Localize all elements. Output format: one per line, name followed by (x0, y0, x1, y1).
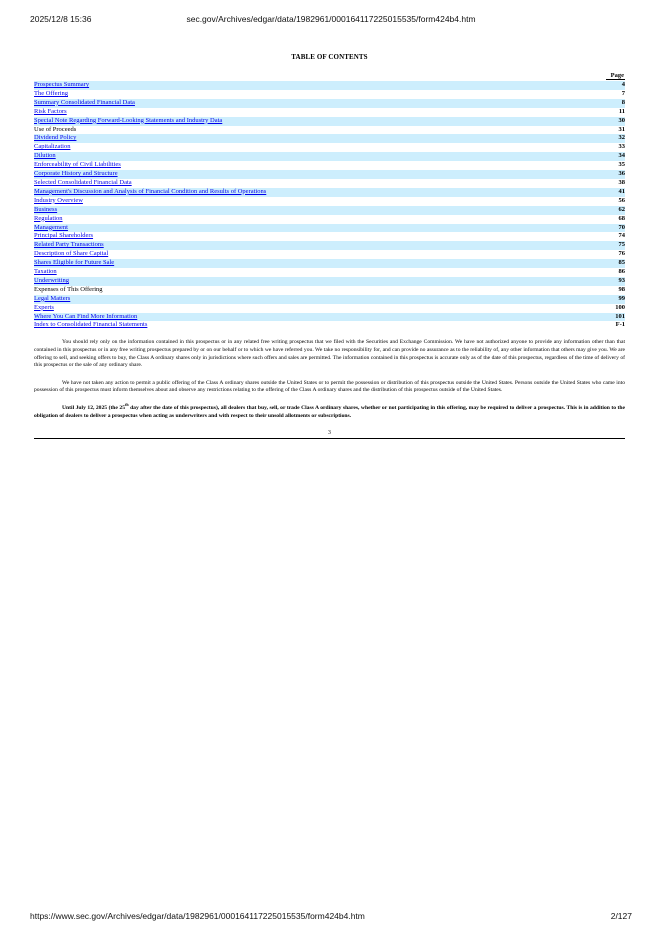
toc-link[interactable]: Corporate History and Structure (34, 170, 118, 178)
toc-row (34, 232, 625, 241)
toc-row (34, 90, 625, 99)
toc-link[interactable]: Special Note Regarding Forward-Looking Statements and Industry Data (34, 116, 223, 124)
toc-page-number: 36 (585, 170, 625, 179)
toc-row (34, 126, 625, 135)
toc-header-row (34, 72, 625, 81)
toc-row (34, 321, 625, 330)
toc-link[interactable]: Dividend Policy (34, 134, 77, 142)
toc-row (34, 108, 625, 117)
toc-link[interactable]: Business (34, 205, 58, 213)
toc-link[interactable]: Experts (34, 303, 54, 311)
toc-row (34, 161, 625, 170)
toc-page-number: 62 (585, 206, 625, 215)
toc-row (34, 313, 625, 322)
toc-row (34, 304, 625, 313)
toc-page-number: 76 (618, 250, 625, 258)
toc-link[interactable]: Management's Discussion and Analysis of Financial Condition and Results of Operations (34, 187, 267, 195)
toc-row (34, 250, 625, 259)
footer-page-indicator: 2/127 (610, 911, 632, 921)
toc-label: Use of Proceeds (34, 125, 77, 133)
toc-row (34, 99, 625, 108)
toc-row (34, 286, 625, 295)
toc-row (34, 224, 625, 233)
toc-title: TABLE OF CONTENTS (291, 53, 368, 61)
toc-link[interactable]: Taxation (34, 268, 57, 276)
toc-label: Expenses of This Offering (34, 285, 103, 293)
toc-page-number: 56 (618, 196, 625, 204)
toc-page-number: 99 (585, 295, 625, 304)
toc-link[interactable]: Where You Can Find More Information (34, 312, 138, 320)
toc-page-number: 33 (618, 143, 625, 151)
paragraph-reliance (34, 339, 625, 369)
toc-link[interactable]: Prospectus Summary (34, 81, 90, 88)
toc-row (34, 197, 625, 206)
toc-page-number: 11 (618, 107, 625, 115)
toc-row (34, 152, 625, 161)
toc-page-number: 93 (585, 277, 625, 286)
toc-link[interactable]: Index to Consolidated Financial Statements (34, 321, 148, 329)
toc-page-number: 75 (585, 241, 625, 250)
toc-row (34, 268, 625, 277)
toc-row (34, 241, 625, 250)
print-url: sec.gov/Archives/edgar/data/1982961/000164117225015535/form424b4.htm (186, 14, 476, 24)
toc-link[interactable]: Summary Consolidated Financial Data (34, 98, 135, 106)
toc-link[interactable]: Capitalization (34, 143, 71, 151)
toc-page-number: F-1 (615, 321, 625, 329)
toc-link[interactable]: Enforceability of Civil Liabilities (34, 161, 121, 169)
toc-page-number: 4 (585, 81, 625, 90)
toc-page-number: 74 (618, 232, 625, 240)
toc-link[interactable]: Dilution (34, 152, 56, 160)
toc-page-number: 7 (621, 89, 625, 97)
toc-page-number: 41 (585, 188, 625, 197)
paragraph-dealer-notice: Until July 12, 2025 (the 25th day after the date of this prospectus), all dealers that buy, sell, or trade Class A ordinary shares, whether or not participating in this offering, may be required to deliver a prospectus. This is in addition to the obligation of dealers to deliver a prospectus when acting as underwriters and with respect to their unsold allotments or subscriptions. (34, 402, 625, 419)
toc-link[interactable]: Industry Overview (34, 196, 83, 204)
paragraph-offering-restrictions (34, 380, 625, 395)
paragraph-reliance-text: You should rely only on the information contained in this prospectus or in any related free writing prospectus that we filed with the Securities and Exchange Commission. We have not authorized anyone to provide any information other than that contained in this prospectus or in any free writing prospectus prepared by or on our behalf or to which we have referred you. We take no responsibility for, and can provide no assurance as to the reliability of, any other information that others may give you. We are offering to sell, and seeking offers to buy, the Class A ordinary shares only in jurisdictions where such offers and sales are permitted. The information contained in this prospectus is accurate only as of the date of this prospectus, regardless of the time of delivery of this prospectus or the sale of any ordinary share. (34, 339, 625, 369)
toc-link[interactable]: Management (34, 223, 68, 231)
toc-page-number: 98 (618, 285, 625, 293)
toc-link[interactable]: Underwriting (34, 276, 70, 284)
document-content (34, 50, 625, 439)
toc-row (34, 188, 625, 197)
toc-page-number: 35 (618, 161, 625, 169)
toc-page-number: 32 (585, 134, 625, 143)
toc-page-number: 38 (618, 178, 625, 186)
toc-table (34, 72, 625, 330)
toc-row (34, 117, 625, 126)
toc-row (34, 277, 625, 286)
toc-row (34, 179, 625, 188)
print-datetime: 2025/12/8 15:36 (30, 14, 92, 24)
toc-row (34, 206, 625, 215)
page-number: 3 (328, 430, 331, 437)
toc-link[interactable]: The Offering (34, 89, 68, 97)
toc-link[interactable]: Shares Eligible for Future Sale (34, 259, 115, 267)
toc-page-number: 34 (585, 152, 625, 161)
toc-row (34, 215, 625, 224)
toc-row (34, 170, 625, 179)
toc-page-number: 30 (585, 117, 625, 126)
paragraph-offering-restrictions-text: We have not taken any action to permit a public offering of the Class A ordinary shares outside the United States or to permit the possession or distribution of this prospectus outside the United States. Persons outside the United States who came into possession of this prospectus must inform themselves about and observe any restrictions relating to the offering of the Class A ordinary shares and the distribution of this prospectus outside of the United States. (34, 379, 625, 394)
toc-page-number: 70 (585, 224, 625, 233)
toc-link[interactable]: Legal Matters (34, 294, 71, 302)
toc-link[interactable]: Selected Consolidated Financial Data (34, 178, 132, 186)
toc-link[interactable]: Principal Shareholders (34, 232, 94, 240)
toc-link[interactable]: Regulation (34, 214, 63, 222)
toc-link[interactable]: Related Party Transactions (34, 241, 104, 249)
toc-page-number: 100 (615, 303, 625, 311)
toc-link[interactable]: Description of Share Capital (34, 250, 109, 258)
toc-page-number: 8 (585, 99, 625, 108)
toc-page-number: 85 (585, 259, 625, 268)
bottom-rule (34, 438, 625, 439)
toc-row (34, 259, 625, 268)
toc-page-number: 101 (585, 313, 625, 322)
toc-page-header: Page (606, 72, 625, 80)
toc-page-number: 68 (618, 214, 625, 222)
toc-row (34, 134, 625, 143)
toc-link[interactable]: Risk Factors (34, 107, 67, 115)
toc-row (34, 143, 625, 152)
toc-row (34, 81, 625, 90)
toc-page-number: 86 (618, 268, 625, 276)
footer-url: https://www.sec.gov/Archives/edgar/data/1982961/000164117225015535/form424b4.htm (30, 911, 365, 921)
toc-page-number: 31 (618, 125, 625, 133)
toc-row (34, 295, 625, 304)
